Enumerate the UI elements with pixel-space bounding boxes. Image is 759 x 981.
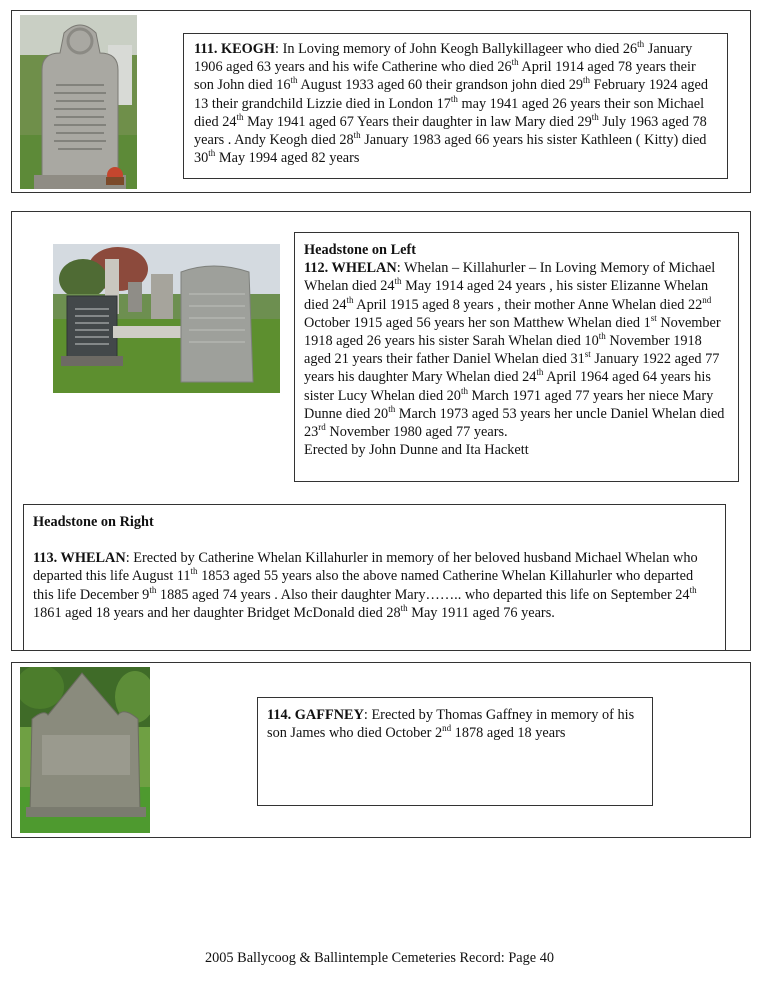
entry-panel-gaffney [11,662,751,838]
entry-heading: 114. GAFFNEY [267,707,364,723]
entry-panel-whelan [11,211,751,651]
entry-text-keogh: 111. KEOGH: In Loving memory of John Keogh Ballykillageer who died 26th January 1906 aged 63 years and his wife Catherine who died 26th April 1914 aged 78 years their son John died 16th August 1933 aged 60 their grandson john died 29th February 1924 aged 13 their grandchild Lizzie died in London 17th may 1941 aged 26 years their son Michael died 24th May 1941 aged 67 Years their daughter in law Mary died 29th July 1963 aged 78 years . Andy Keogh died 28th January 1983 aged 66 years his sister Kathleen ( Kitty) died 30th May 1994 aged 82 years [183,33,728,179]
page-footer: 2005 Ballycoog & Ballintemple Cemeteries Record: Page 40 [204,950,554,966]
headstone-photo-whelan [53,244,280,393]
entry-text-whelan-right: Headstone on Right 113. WHELAN: Erected by Catherine Whelan Killahurler in memory of her beloved husband Michael Whelan who departed this life August 11th 1853 aged 55 years also the above named Catherine Whelan Killahurler who departed this life December 9th 1885 aged 74 years . Also their daughter Mary…….. who departed this life on September 24th 1861 aged 18 years and her daughter Bridget McDonald died 28th May 1911 aged 76 years. [23,504,726,651]
entry-text-whelan-left: Headstone on Left 112. WHELAN: Whelan – Killahurler – In Loving Memory of Michael Whelan died 24th May 1914 aged 24 years , his sister Elizanne Whelan died 24th April 1915 aged 8 years , their mother Anne Whelan died 22nd October 1915 aged 56 years her son Matthew Whelan died 1st November 1918 aged 26 years his sister Sarah Whelan died 10th November 1918 aged 21 years their father Daniel Whelan died 31st January 1922 aged 77 years his daughter Mary Whelan died 24th April 1964 aged 64 years his sister Lucy Whelan died 20th March 1971 aged 77 years her niece Mary Dunne died 20th March 1973 aged 53 years her uncle Daniel Whelan died 23rd November 1980 aged 77 years. Erected by John Dunne and Ita Hackett [294,232,739,482]
erected-by: Erected by John Dunne and Ita Hackett [304,442,529,459]
entry-heading: 113. WHELAN [33,550,126,567]
entry-text-gaffney: 114. GAFFNEY: Erected by Thomas Gaffney in memory of his son James who died October 2nd 1878 aged 18 years [257,697,653,806]
headstone-photo-gaffney [20,667,150,833]
headstone-label-left: Headstone on Left [304,242,416,258]
entry-heading: 111. KEOGH [194,41,276,57]
headstone-photo-keogh [20,15,137,189]
entry-heading: 112. WHELAN [304,260,397,277]
entry-panel-keogh [11,10,751,193]
headstone-label-right: Headstone on Right [33,514,154,530]
